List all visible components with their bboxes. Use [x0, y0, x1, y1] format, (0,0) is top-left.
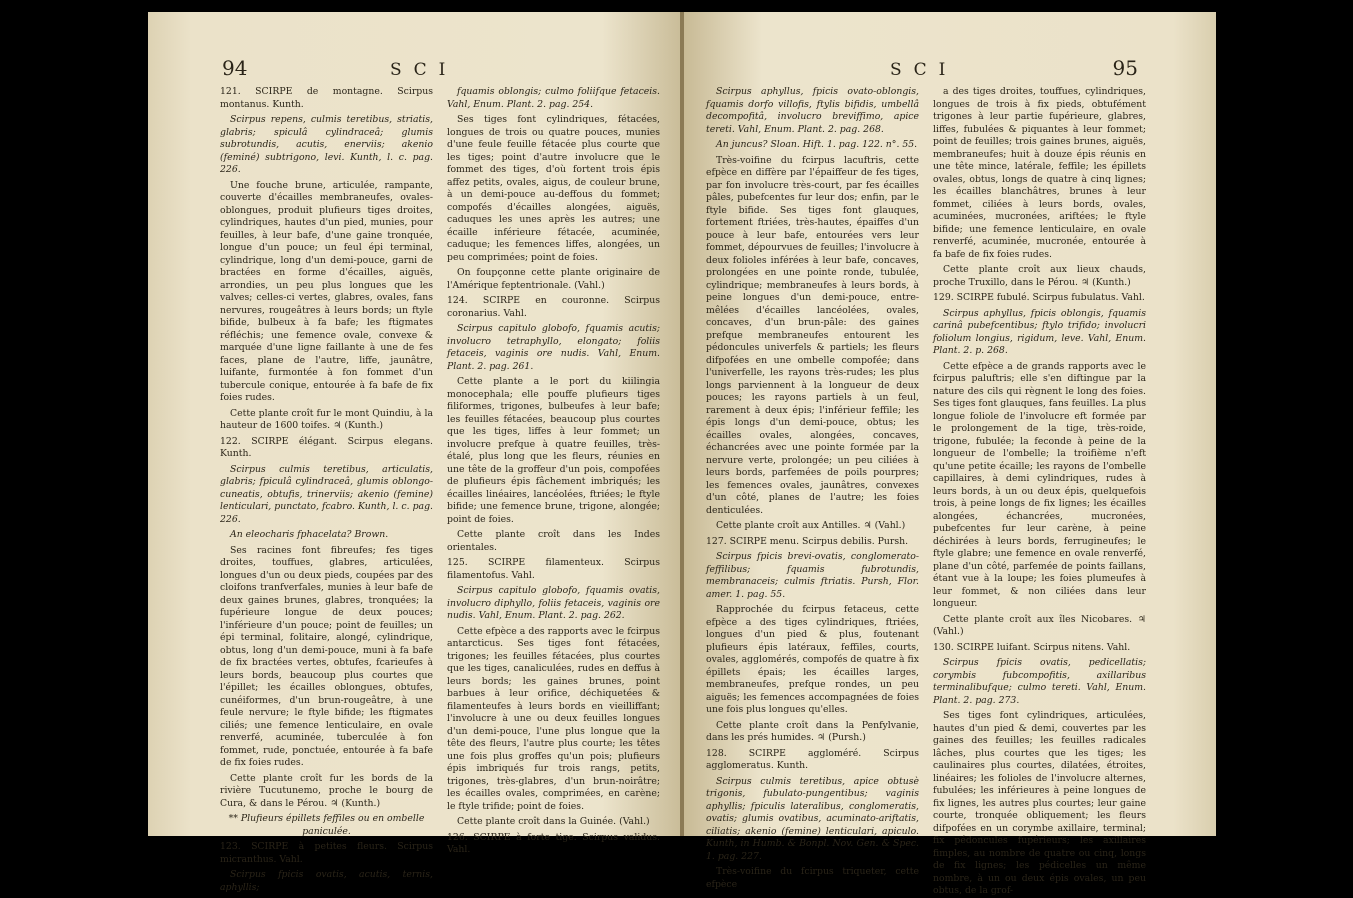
paragraph: Scirpus fpicis ovatis, pedicellatis; corymbis fubcompofitis, axillaribus terminalibufque; culmo tereti. Vahl, Enum. Plant. 2. pag. 273. — [933, 657, 1146, 706]
paragraph: Ses tiges font cylindriques, fétacées, longues de trois ou quatre pouces, munies d'une feule feuille fétacée plus courte que les tiges; point d'autre involucre que le fommet des tiges, d'où fortent trois épis affez petits, ovales, aigus, de couleur brune, à un demi-pouce au-deffous du fommet; compofés d'écailles alongées, aiguës, caduques les unes après les autres; une écaille inférieure fétacée, acuminée, caduque; les femences liffes, alongées, un peu comprimées; point de foies. — [447, 114, 660, 263]
paragraph: 124. SCIRPE en couronne. Scirpus coronarius. Vahl. — [447, 295, 660, 319]
running-head: SCI — [390, 60, 458, 80]
paragraph: An eleocharis fphacelata? Brown. — [230, 529, 389, 540]
paragraph: Cette efpèce a des rapports avec le fcirpus antarcticus. Ses tiges font fétacées, trigones; les feuilles fétacées, plus courtes que les tiges, canaliculées, rudes en deffus à leurs bords; les gaines brunes, point barbues à leur orifice, déchiquetées & filamenteufes à leurs bords en vieilliffant; l'involucre à une ou deux feuilles longues d'un demi-pouce, l'une plus longue que la tête des fleurs, l'autre plus courte; les têtes une fois plus groffes qu'un pois; plufieurs épis imbriqués fur trois rangs, petits, trigones, très-glabres, d'un brun-noirâtre; les écailles ovales, comprimées, en carène; le ftyle trifide; point de foies. — [447, 625, 660, 812]
paragraph: Cette plante croît dans la Penfylvanie, dans les prés humides. ♃ (Pursh.) — [706, 719, 919, 743]
paragraph: Ses tiges font cylindriques, articulées, hautes d'un pied & demi, couvertes par les gaines des feuilles; les feuilles radicales lâches, plus courtes que les tiges; les caulinaires plus courtes, dilatées, étroites, linéaires; les folioles de l'involucre alternes, fubulées; les inférieures à peine longues de fix lignes, les autres plus courtes; leur gaine courte, tronquée obliquement; les fleurs difpofées en un corymbe axillaire, terminal; fix pédoncules fupérieurs; les axillaires fimples, au nombre de quatre ou cinq, longs de fix lignes; les pédicelles un même nombre, à un ou deux épis ovales, un peu obtus, de la grof- — [933, 710, 1146, 896]
paragraph: Scirpus capitulo globofo, fquamis acutis; involucro tetraphyllo, elongato; foliis fetaceis, vaginis ore nudis. Vahl, Enum. Plant. 2. pag. 261. — [447, 323, 660, 372]
running-head: SCI — [890, 60, 958, 80]
paragraph: Cette plante croît fur les bords de la rivière Tucutunemo, proche le bourg de Cura, & dans le Pérou. ♃ (Kunth.) — [220, 772, 433, 809]
paragraph: Ses racines font fibreufes; fes tiges droites, touffues, glabres, articulées, longues d'un ou deux pieds, coupées par des cloifons tranfverfales, munies à leur bafe de deux gaines brunes, glabres, tronquées; la fupérieure longue de deux pouces; l'inférieure d'un pouce; point de feuilles; un épi terminal, folitaire, alongé, cylindrique, obtus, long d'un demi-pouce, muni à fa bafe de fix bractées vertes, obtufes, fcarieufes à leurs bords, beaucoup plus courtes que l'épillet; les écailles oblongues, obtufes, cunéiformes, d'un brun-rougeâtre, à une feule nervure; le ftyle bifide; les ftigmates ciliés; une femence lenticulaire, en ovale renverfé, acuminée, tuberculée à fon fommet, rude, ponctuée, entourée à fa bafe de fix foies rudes. — [220, 544, 433, 768]
text-columns — [220, 86, 660, 893]
paragraph: Très-voifine du fcirpus lacuftris, cette efpèce en diffère par l'épaiffeur de fes tiges, par fon involucre très-court, par fes écailles pâles, pubefcentes fur leur dos; enfin, par le ftyle bifide. Ses tiges font glauques, fortement ftriées, très-hautes, épaiffes d'un pouce à leur bafe, entourées vers leur fommet, dépourvues de feuilles; l'involucre à deux folioles inférées à leur bafe, concaves, prolongées en une pointe ronde, tubulée, cylindrique; membraneufes à leurs bords, à peine longues d'un demi-pouce, entre-mêlées d'écailles lancéolées, ovales, concaves, d'un brun-pâle: des gaines prefque membraneufes entourent les pédoncules univerfels & partiels; les fleurs difpofées en une ombelle compofée; dans l'univerfelle, les rayons très-rudes; les plus longs parviennent à la longueur de deux pouces; les rayons partiels à un feul, rarement à deux épis; l'inférieur feffile; les épis longs d'un demi-pouce, obtus; les écailles ovales, alongées, concaves, échancrées avec une pointe formée par la nervure verte, prolongée; un peu ciliées à leurs bords, parfemées de poils pourpres; les femences ovales, jaunâtres, convexes d'un côté, planes de l'autre; les foies denticulées. — [706, 154, 919, 516]
text-column-1 — [220, 86, 433, 893]
paragraph: a des tiges droites, touffues, cylindriques, longues de trois à fix pieds, obtufément trigones à leur partie fupérieure, glabres, liffes, fubulées & piquantes à leur fommet; point de feuilles; trois gaines brunes, aiguës, membraneufes; huit à douze épis réunis en une tête mince, latérale, feffile; les épillets ovales, obtus, longs de quatre à cinq lignes; les écailles blanchâtres, brunes à leur fommet, ciliées à leurs bords, ovales, acuminées, mucronées, ariftées; le ftyle bifide; une femence lenticulaire, en ovale renverfé, acuminée, mucronée, entourée à fa bafe de fix foies rudes. — [933, 86, 1146, 260]
paragraph: Très-voifine du fcirpus triqueter, cette efpèce — [706, 866, 919, 890]
paragraph: Scirpus capitulo globofo, fquamis ovatis, involucro diphyllo, foliis fetaceis, vaginis ore nudis. Vahl, Enum. Plant. 2. pag. 262. — [447, 585, 660, 621]
paragraph: On foupçonne cette plante originaire de l'Amérique feptentrionale. (Vahl.) — [447, 267, 660, 291]
paragraph: 121. SCIRPE de montagne. Scirpus montanus. Kunth. — [220, 86, 433, 110]
paragraph: 126. SCIRPE à forte tige. Scirpus validus. Vahl. — [447, 831, 660, 855]
paragraph: Scirpus aphyllus, fpicis ovato-oblongis, fquamis dorfo villofis, ftylis bifidis, umbellâ decompofitâ, involucro breviffimo, apice tereti. Vahl, Enum. Plant. 2. pag. 268. — [706, 86, 919, 135]
paragraph: Scirpus repens, culmis teretibus, striatis, glabris; spiculâ cylindraceâ; glumis subrotundis, acutis, enerviis; akenio (feminé) subtrigono, levi. Kunth, l. c. pag. 226. — [220, 114, 433, 175]
paragraph: Scirpus fpicis brevi-ovatis, conglomerato-feffilibus; fquamis fubrotundis, membranaceis; culmis ftriatis. Pursh, Flor. amer. 1. pag. 55. — [706, 551, 919, 600]
paragraph: Cette plante croît aux îles Nicobares. ♃ (Vahl.) — [933, 613, 1146, 637]
right-page — [682, 12, 1216, 896]
paragraph: 128. SCIRPE aggloméré. Scirpus agglomeratus. Kunth. — [706, 747, 919, 771]
paragraph: Scirpus culmis teretibus, articulatis, glabris; fpiculâ cylindraceâ, glumis oblongo-cuneatis, obtufis, trinerviis; akenio (femine) lenticulari, punctato, fcabro. Kunth, l. c. pag. 226. — [220, 463, 433, 525]
paragraph: Cette plante a le port du kiilingia monocephala; elle pouffe plufieurs tiges filiformes, trigones, bulbeufes à leur bafe; les feuilles fétacées, beaucoup plus courtes que les tiges, liffes à leur fommet; un involucre prefque à quatre feuilles, très-étalé, plus long que les fleurs, réunies en une tête de la groffeur d'un pois, compofées de plufieurs épis fâchement imbriqués; les écailles linéaires, lancéolées, ftriées; le ftyle bifide; une femence brune, trigone, alongée; point de foies. — [447, 376, 660, 525]
paragraph: Cette plante croît aux lieux chauds, proche Truxillo, dans le Pérou. ♃ (Kunth.) — [933, 264, 1146, 288]
paragraph: Scirpus culmis teretibus, apice obtusè trigonis, fubulato-pungentibus; vaginis aphyllis; fpiculis lateralibus, conglomeratis, ovatis; glumis ovatibus, acuminato-ariftatis, ciliatis; akenio (femine) lenticulari, apiculo. Kunth, in Humb. & Bonpl. Nov. Gen. & Spec. 1. pag. 227. — [706, 775, 919, 862]
page-number: 95 — [1112, 56, 1138, 80]
paragraph: 125. SCIRPE filamenteux. Scirpus filamentofus. Vahl. — [447, 557, 660, 581]
paragraph: 122. SCIRPE élégant. Scirpus elegans. Kunth. — [220, 435, 433, 459]
paragraph: Cette plante croît aux Antilles. ♃ (Vahl.) — [716, 520, 906, 531]
paragraph: 129. SCIRPE fubulé. Scirpus fubulatus. Vahl. — [933, 292, 1145, 303]
text-column-2 — [447, 86, 660, 855]
paragraph: Cette efpèce a de grands rapports avec le fcirpus paluftris; elle s'en diftingue par la nature des cils qui règnent le long des foies. Ses tiges font glauques, fans feuilles. La plus longue foliole de l'involucre eft formée par le prolongement de la tige, très-roide, trigone, fubulée; la feconde à peine de la longueur de l'ombelle; la troifième n'eft qu'une petite écaille; les rayons de l'ombelle capillaires, à demi cylindriques, rudes à leurs bords, à un ou deux épis, quelquefois trois, à peine longs de fix lignes; les écailles alongées, échancrées, mucronées, pubefcentes fur leur carène, à peine déchirées à leurs bords, ferrugineufes; le ftyle glabre; une femence en ovale renverfé, plane d'un côté, parfemée de points faillans, étant vue à la loupe; les foies plumeufes à leur fommet, & non ciliées dans leur longueur. — [933, 360, 1146, 609]
paragraph: Une fouche brune, articulée, rampante, couverte d'écailles membraneufes, ovales-oblongues, produit plufieurs tiges droites, cylindriques, hautes d'un pied, munies, pour feuilles, à leur bafe, d'une gaine tronquée, longue d'un pouce; un feul épi terminal, cylindrique, long d'un demi-pouce, garni de bractées en forme d'écailles, aiguës, arrondies, un peu plus longues que les valves; celles-ci vertes, glabres, ovales, fans nervures, rougeâtres à leurs bords; un ftyle bifide, bulbeux à fa bafe; les ftigmates réfléchis; une femence ovale, convexe & marquée d'une ligne faillante à une de fes faces, plane de l'autre, liffe, jaunâtre, luifante, furmontée à fon fommet d'un tubercule conique, entourée à fa bafe de fix foies rudes. — [220, 179, 433, 403]
paragraph: 123. SCIRPE à petites fleurs. Scirpus micranthus. Vahl. — [220, 841, 433, 865]
paragraph: 127. SCIRPE menu. Scirpus debilis. Pursh. — [706, 535, 909, 547]
page-number: 94 — [222, 56, 248, 80]
paragraph: 130. SCIRPE luifant. Scirpus nitens. Vahl. — [933, 641, 1131, 653]
text-column-1 — [706, 86, 919, 890]
paragraph: Rapprochée du fcirpus fetaceus, cette efpèce a des tiges cylindriques, ftriées, longues d'un pied & plus, foutenant plufieurs épis latéraux, feffiles, courts, ovales, agglomérés, compofés de quatre à fix épillets épais; les écailles larges, membraneufes, prefque rondes, un peu aiguës; les femences accompagnées de foies une fois plus longues qu'elles. — [706, 604, 919, 715]
paragraph: Cette plante croît fur le mont Quindiu, à la hauteur de 1600 toifes. ♃ (Kunth.) — [220, 407, 433, 431]
book-gutter — [680, 12, 684, 836]
left-page — [148, 12, 682, 893]
paragraph: Scirpus fpicis ovatis, acutis, ternis, aphyllis; — [220, 869, 433, 893]
text-columns — [706, 86, 1146, 896]
paragraph: Scirpus aphyllus, fpicis oblongis, fquamis carinâ pubefcentibus; ftylo trifido; involucri foliolum longius, rigidum, leve. Vahl, Enum. Plant. 2. p. 268. — [933, 307, 1146, 356]
text-column-2 — [933, 86, 1146, 896]
paragraph: fquamis oblongis; culmo foliifque fetaceis. Vahl, Enum. Plant. 2. pag. 254. — [447, 86, 660, 110]
paragraph: Cette plante croît dans les Indes orientales. — [447, 529, 660, 553]
paragraph: An juncus? Sloan. Hift. 1. pag. 122. n°. 55. — [716, 139, 918, 150]
open-book — [148, 12, 1216, 896]
paragraph: Cette plante croît dans la Guinée. (Vahl.) — [457, 816, 650, 827]
paragraph: ** Plufieurs épillets feffiles ou en ombelle paniculée. — [228, 813, 425, 837]
